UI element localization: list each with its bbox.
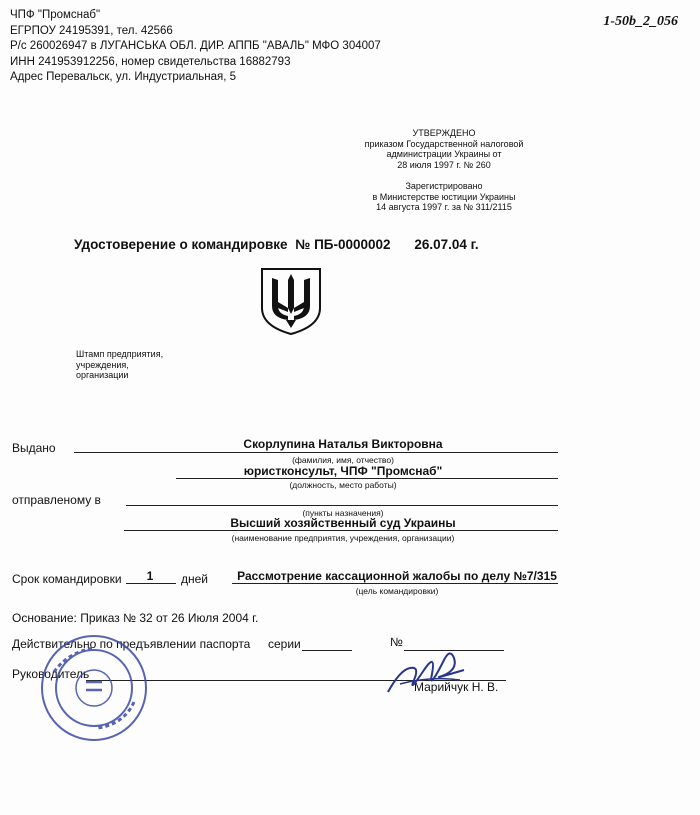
title-number: № ПБ-0000002 bbox=[295, 237, 391, 252]
term-label: Срок командировки bbox=[12, 572, 122, 586]
term-value: 1 bbox=[146, 569, 154, 583]
valid-label: Действительно по предъявлении паспорта bbox=[12, 637, 251, 651]
stamp-note-line-2: учреждения, bbox=[76, 359, 129, 370]
issuer-inn: ИНН 241953912256, номер свидетельства 16882793 bbox=[10, 55, 291, 68]
issuer-block bbox=[10, 8, 381, 86]
head-name: Марийчук Н. В. bbox=[414, 680, 499, 694]
term-unit: дней bbox=[181, 572, 209, 586]
issued-name-line bbox=[74, 452, 558, 453]
title-date: 26.07.04 г. bbox=[414, 237, 479, 252]
approval-line-6: в Министерстве юстиции Украины bbox=[372, 191, 516, 202]
issued-name: Скорлупина Наталья Викторовна bbox=[243, 437, 443, 451]
purpose-value: Рассмотрение кассационной жалобы по делу №7/315 bbox=[237, 569, 557, 583]
issuer-egrpou: ЕГРПОУ 24195391, тел. 42566 bbox=[10, 24, 173, 37]
approval-line-1: УТВЕРЖДЕНО bbox=[412, 128, 476, 138]
head-label: Руководитель bbox=[12, 667, 90, 681]
stamp-note-line-1: Штамп предприятия, bbox=[76, 349, 164, 359]
stamp-note-line-3: организации bbox=[76, 370, 129, 380]
signature bbox=[380, 640, 470, 700]
document-title bbox=[74, 237, 479, 252]
position-line bbox=[176, 478, 558, 479]
series-label: серии bbox=[268, 637, 301, 651]
position-value: юристконсульт, ЧПФ "Промснаб" bbox=[243, 464, 443, 478]
approval-line-5: Зарегистрировано bbox=[405, 181, 483, 191]
approval-line-2: приказом Государственной налоговой bbox=[364, 138, 524, 149]
organization-caption: (наименование предприятия, учреждения, организации) bbox=[231, 533, 455, 543]
destination-caption: (пункты назначения) bbox=[302, 508, 384, 518]
basis-text: Основание: Приказ № 32 от 26 Июля 2004 г. bbox=[12, 611, 259, 625]
organization-line bbox=[124, 530, 558, 531]
position-caption: (должность, место работы) bbox=[289, 480, 397, 490]
purpose-line bbox=[232, 583, 558, 584]
approval-block bbox=[344, 128, 544, 213]
approval-line-4: 28 июля 1997 г. № 260 bbox=[397, 159, 491, 170]
approval-line-3: администрации Украины от bbox=[386, 149, 502, 159]
issued-label: Выдано bbox=[12, 441, 56, 455]
document-id: 1-50b_2_056 bbox=[603, 14, 678, 29]
series-line bbox=[302, 650, 352, 651]
destination-line bbox=[126, 505, 558, 506]
stamp-note bbox=[76, 349, 163, 381]
approval-line-7: 14 августа 1997 г. за № 311/2115 bbox=[376, 202, 512, 212]
title-text: Удостоверение о командировке bbox=[74, 237, 288, 252]
sent-label: отправленому в bbox=[12, 493, 101, 507]
round-seal-stamp bbox=[38, 632, 150, 744]
issuer-address: Адрес Перевальск, ул. Индустриальная, 5 bbox=[10, 71, 237, 84]
purpose-caption: (цель командировки) bbox=[355, 586, 439, 596]
trident-emblem-icon bbox=[258, 266, 324, 336]
issuer-account: Р/с 260026947 в ЛУГАНСЬКА ОБЛ. ДИР. АППБ "АВАЛЬ" МФО 304007 bbox=[10, 40, 381, 53]
issuer-name: ЧПФ "Промснаб" bbox=[10, 9, 101, 21]
number-label: № bbox=[390, 635, 403, 649]
organization-value: Высший хозяйственный суд Украины bbox=[230, 516, 456, 530]
term-line bbox=[126, 583, 176, 584]
issued-name-caption: (фамилия, имя, отчество) bbox=[292, 455, 394, 465]
